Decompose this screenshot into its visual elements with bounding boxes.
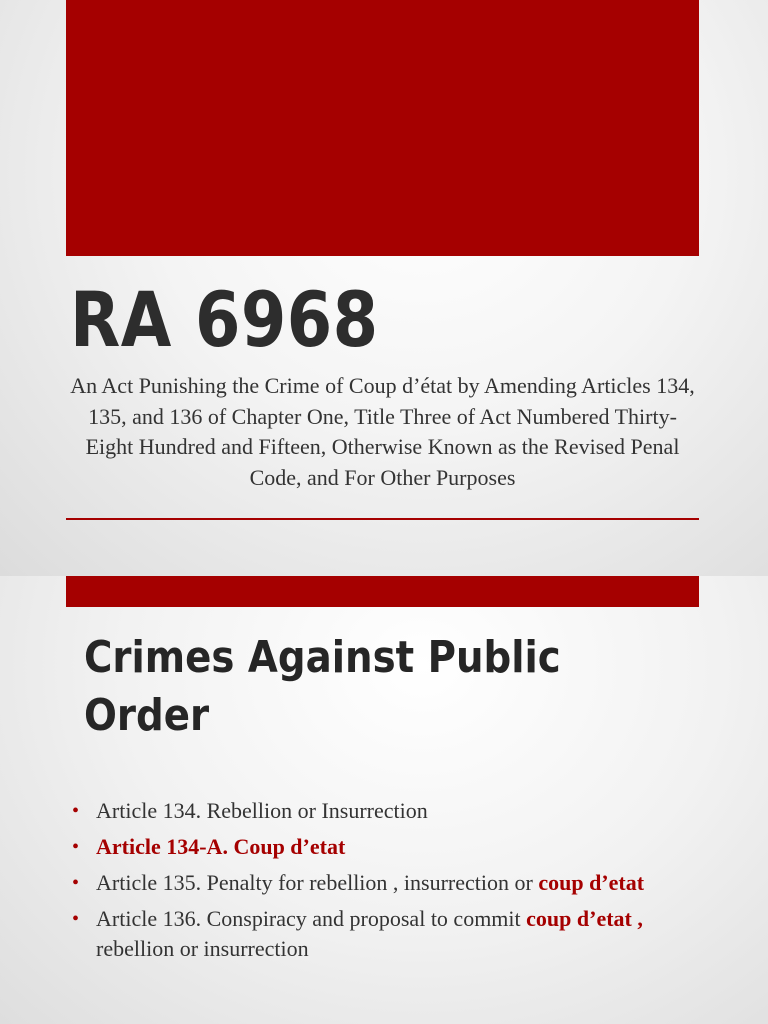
list-item-highlight: Article 134-A. Coup d’etat — [96, 834, 346, 859]
slide-title: RA 6968 — [70, 275, 379, 364]
bullet-icon: • — [72, 872, 80, 894]
list-item-highlight: coup d’etat , — [526, 906, 643, 931]
list-item — [70, 868, 680, 898]
list-item — [70, 796, 680, 826]
list-item-tail: rebellion or insurrection — [96, 936, 309, 961]
list-item-text: Article 136. Conspiracy and proposal to commit — [96, 906, 527, 931]
slide-subtitle: An Act Punishing the Crime of Coup d’état by Amending Articles 134, 135, and 136 of Chapter One, Title Three of Act Numbered Thirty-Eight Hundred and Fifteen, Otherwise Known as the Revised Penal Code, and For Other Purposes — [70, 373, 695, 490]
list-item — [70, 904, 680, 964]
list-item-highlight: coup d’etat — [538, 870, 645, 895]
divider-line — [66, 518, 699, 520]
slide-title: Crimes Against Public Order — [84, 632, 561, 741]
header-color-bar — [66, 576, 699, 607]
header-color-block — [66, 0, 699, 256]
list-item-text: Article 135. Penalty for rebellion , insurrection or — [96, 870, 539, 895]
bullet-icon: • — [72, 800, 80, 822]
list-item — [70, 832, 680, 862]
list-item-text: Article 134. Rebellion or Insurrection — [96, 798, 428, 823]
bullet-icon: • — [72, 908, 80, 930]
slide-crimes-against-public-order — [0, 576, 768, 1024]
bullet-icon: • — [72, 836, 80, 858]
article-list — [70, 796, 680, 970]
